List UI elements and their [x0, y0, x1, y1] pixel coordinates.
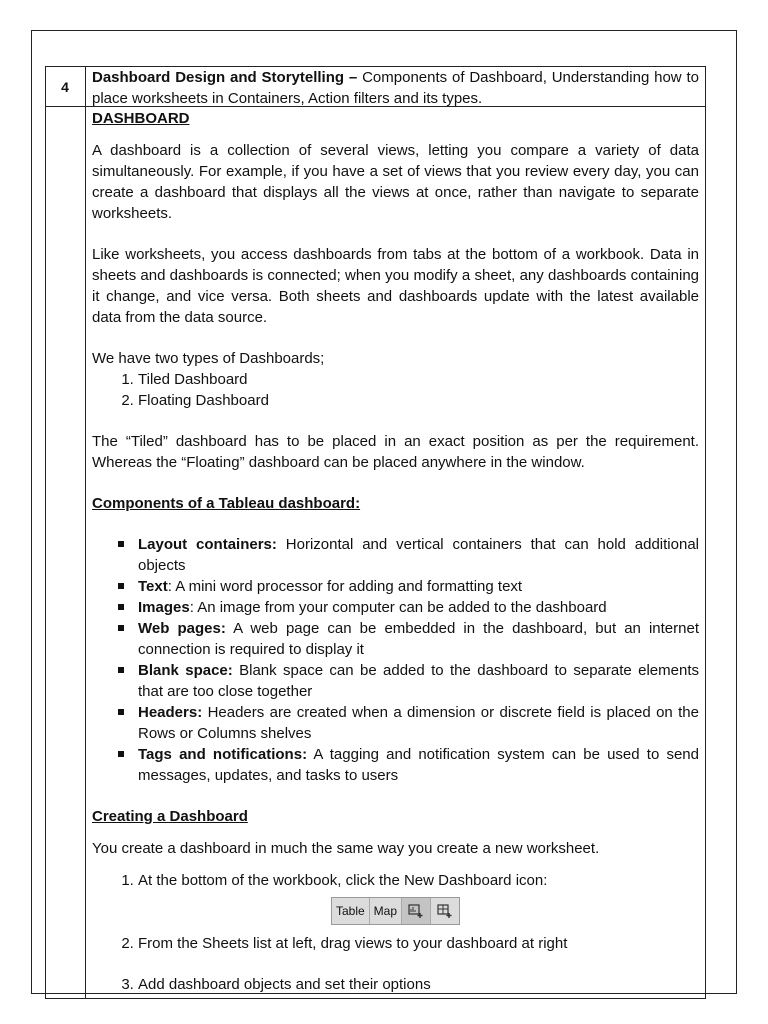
dashboard-paragraph-3: The “Tiled” dashboard has to be placed in an exact position as per the requirement. Whereas the “Floating” dashboard can be placed anywhere in the window. [92, 433, 699, 471]
creating-intro: You create a dashboard in much the same way you create a new worksheet. [92, 840, 600, 857]
creating-steps-list [92, 870, 699, 891]
column-divider [85, 66, 86, 999]
types-intro: We have two types of Dashboards; [92, 350, 325, 367]
item-desc: A tagging and notification system can be used to send messages, updates, and tasks to users [138, 746, 699, 784]
list-item: 3. Add dashboard objects and set their options [138, 974, 699, 995]
module-title: Dashboard Design and Storytelling – [92, 69, 358, 86]
item-desc: Blank space can be added to the dashboard to separate elements that are too close together [138, 662, 699, 700]
item-term: Text [138, 578, 168, 595]
list-item [138, 660, 699, 702]
new-worksheet-icon[interactable] [402, 898, 431, 924]
item-term: Headers: [138, 704, 203, 721]
module-description: Components of Dashboard, Understanding how to place worksheets in Containers, Action filters and its types. [92, 69, 699, 107]
content-cell [92, 108, 699, 995]
creating-section-title: Creating a Dashboard [92, 808, 248, 825]
list-item [138, 534, 699, 576]
list-item: 2. From the Sheets list at left, drag views to your dashboard at right [138, 933, 699, 954]
dashboard-section-title: DASHBOARD [92, 110, 190, 127]
dashboard-paragraph-2: Like worksheets, you access dashboards from tabs at the bottom of a workbook. Data in sheets and dashboards is connected; when you modify a sheet, any dashboards containing it change, and vice versa. Both sheets and dashboards update with the latest available data from the data source. [92, 246, 699, 326]
list-item [138, 597, 699, 618]
list-item: 1. At the bottom of the workbook, click the New Dashboard icon: [138, 870, 699, 891]
toolbar-image [92, 897, 699, 925]
list-item: 2. Floating Dashboard [138, 390, 699, 411]
dashboard-paragraph-1: A dashboard is a collection of several views, letting you compare a variety of data simultaneously. For example, if you have a set of views that you review every day, you can create a dashboard that displays all the views at once, rather than navigate to separate worksheets. [92, 142, 699, 222]
creating-steps-list-continued [92, 974, 699, 995]
creating-steps-list-continued [92, 933, 699, 954]
table-tab[interactable]: Table [332, 898, 370, 924]
sheet-tabs-toolbar [331, 897, 460, 925]
list-item [138, 744, 699, 786]
item-desc: Headers are created when a dimension or discrete field is placed on the Rows or Columns shelves [138, 704, 699, 742]
components-list [92, 534, 699, 786]
dashboard-types-list [92, 369, 699, 411]
item-term: Layout containers: [138, 536, 277, 553]
row-number: 4 [61, 78, 69, 95]
list-item [138, 702, 699, 744]
item-term: Tags and notifications: [138, 746, 308, 763]
item-term: Web pages: [138, 620, 226, 637]
module-heading [92, 67, 699, 109]
list-item [138, 618, 699, 660]
item-term: Images [138, 599, 190, 616]
map-tab[interactable]: Map [370, 898, 402, 924]
item-desc: A web page can be embedded in the dashboard, but an internet connection is required to display it [138, 620, 699, 658]
item-term: Blank space: [138, 662, 233, 679]
item-desc: Horizontal and vertical containers that can hold additional objects [138, 536, 699, 574]
list-item [138, 576, 699, 597]
list-item: 1. Tiled Dashboard [138, 369, 699, 390]
item-desc: : An image from your computer can be added to the dashboard [189, 599, 607, 616]
item-desc: : A mini word processor for adding and formatting text [167, 578, 523, 595]
new-dashboard-icon[interactable] [431, 898, 459, 924]
components-section-title: Components of a Tableau dashboard: [92, 495, 361, 512]
